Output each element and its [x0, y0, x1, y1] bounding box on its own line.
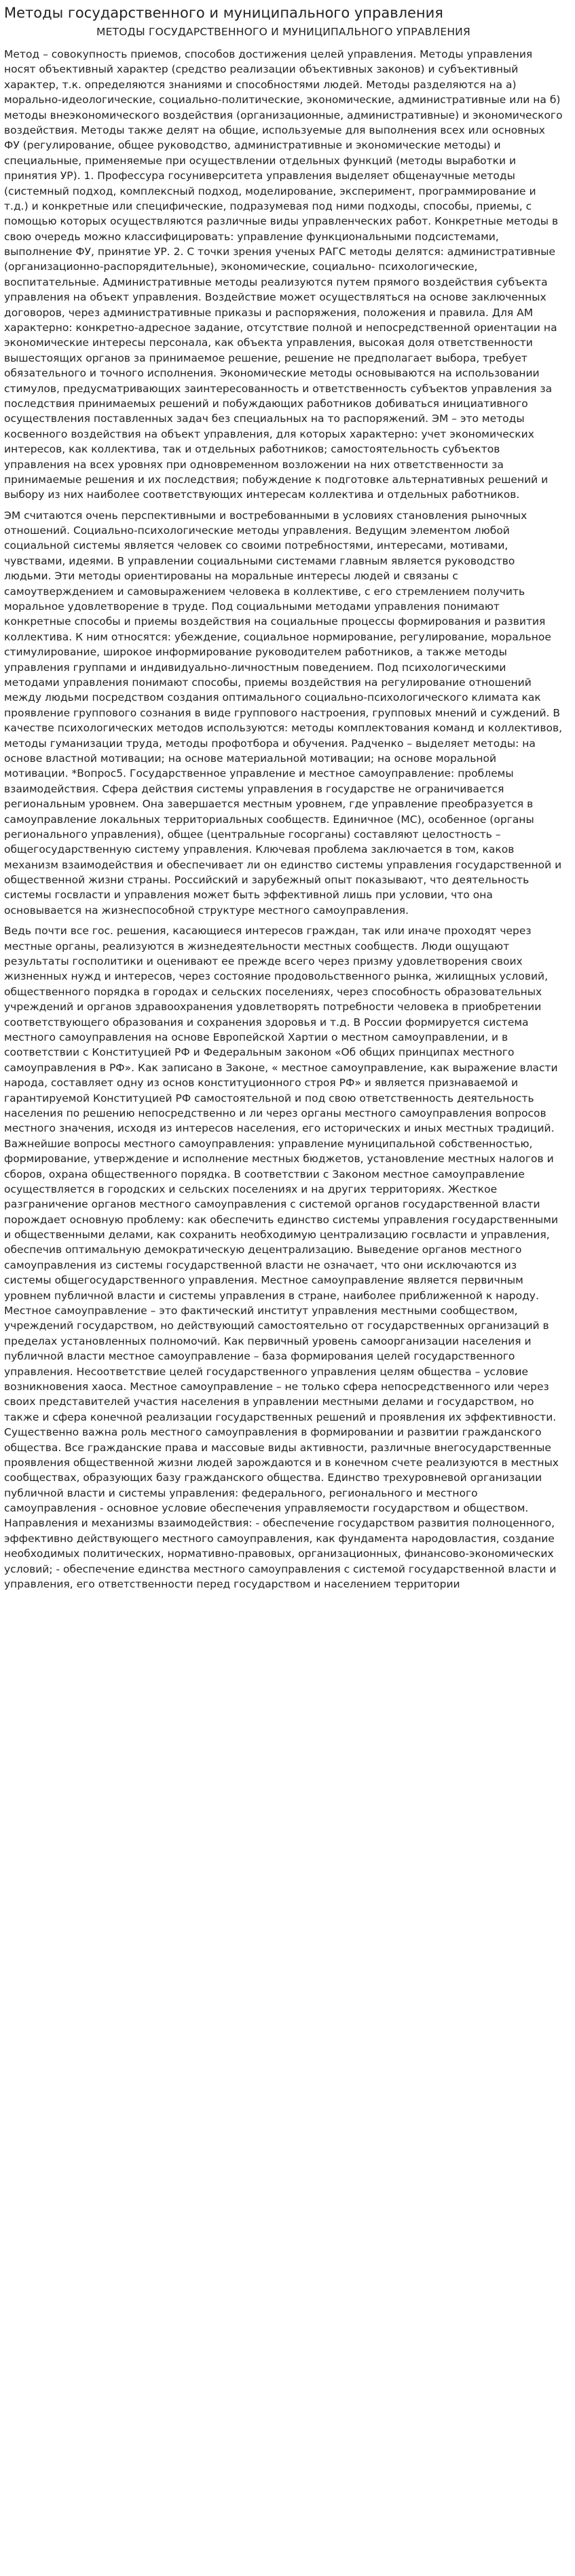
paragraph: Метод – совокупность приемов, способов достижения целей управления. Методы управления носят объективный характер (средство реализации объективных законов) и субъективный характер, т.к. определяются знаниями и способностями людей. Методы разделяются на а) морально-идеологические, социально-политические, экономические, административные или на б) методы внеэкономического воздействия (организационные, административные) и экономического воздействия. Методы также делят на общие, используемые для выполнения всех или основных ФУ (регулирование, общее руководство, административные и экономические методы) и специальные, применяемые при осуществлении отдельных функций (методы выработки и принятия УР). 1. Профессура госуниверситета управления выделяет общенаучные методы (системный подход, комплексный подход, моделирование, эксперимент, программирование и т.д.) и конкретные или специфические, подразумевая под ними подходы, способы, приемы, с помощью которых осуществляются различные виды управленческих работ. Конкретные методы в свою очередь можно классифицировать: управление функциональными подсистемами, выполнение ФУ, принятие УР. 2. С точки зрения ученых РАГС методы делятся: административные (организационно-распорядительные), экономические, социально- психологические, воспитательные. Административные методы реализуются путем прямого воздействия субъекта управления на объект управления. Воздействие может осуществляться на основе заключенных договоров, через административные приказы и распоряжения, положения и правила. Для АМ характерно: конкретно-адресное задание, отсутствие полной и непосредственной ориентации на экономические интересы персонала, как объекта управления, высокая доля ответственности вышестоящих органов за принимаемое решение, решение не предполагает выбора, требует обязательного и точного исполнения. Экономические методы основываются на использовании стимулов, предусматривающих заинтересованность и ответственность субъектов управления за последствия принимаемых решений и побуждающих работников добиваться инициативного осуществления поставленных задач без специальных на то распоряжений. ЭМ – это методы косвенного воздействия на объект управления, для которых характерно: учет экономических интересов, как коллектива, так и отдельных работников; самостоятельность субъектов управления на всех уровнях при одновременном возложении на них ответственности за принимаемые решения и их последствия; побуждение к подготовке альтернативных решений и выбору из них наиболее соответствующих интересам коллектива и отдельных работников. [4, 47, 563, 501]
paragraph: ЭМ считаются очень перспективными и востребованными в условиях становления рыночных отношений. Социально-психологические методы управления. Ведущим элементом любой социальной системы является человек со своими потребностями, интересами, мотивами, чувствами, идеями. В управлении социальными системами главным является руководство людьми. Эти методы ориентированы на моральные интересы людей и связаны с самоутверждением и самовыражением человека в коллективе, с его стремлением получить моральное удовлетворение в труде. Под социальными методами управления понимают конкретные способы и приемы воздействия на социальные процессы формирования и развития коллектива. К ним относятся: убеждение, социальное нормирование, регулирование, моральное стимулирование, широкое информирование руководителем работников, а также методы управления группами и индивидуально-личностным поведением. Под психологическими методами управления понимают способы, приемы воздействия на регулирование отношений между людьми посредством создания оптимального социально-психологического климата как проявление группового сознания в виде группового настроения, групповых мнений и суждений. В качестве психологических методов используются: методы комплектования команд и коллективов, методы гуманизации труда, методы профотбора и обучения. Радченко – выделяет методы: на основе властной мотивации; на основе материальной мотивации; на основе моральной мотивации. *Вопрос5. Государственное управление и местное самоуправление: проблемы взаимодействия. Сфера действия системы управления в государстве не ограничивается региональным уровнем. Она завершается местным уровнем, где управление преобразуется в самоуправление локальных территориальных сообществ. Единичное (МС), особенное (органы регионального управления), общее (центральные госорганы) составляют целостность – общегосударственную систему управления. Ключевая проблема заключается в том, каков механизм взаимодействия и обеспечивает ли он единство системы управления государственной и общественной жизни страны. Российский и зарубежный опыт показывают, что деятельность системы госвласти и управления может быть эффективной лишь при условии, что она основывается на жизнеспособной структуре местного самоуправления. [4, 509, 563, 917]
document-title: Методы государственного и муниципального управления [4, 5, 443, 21]
document-subtitle: МЕТОДЫ ГОСУДАРСТВЕННОГО И МУНИЦИПАЛЬНОГО УПРАВЛЕНИЯ [96, 26, 470, 39]
paragraph: Ведь почти все гос. решения, касающиеся интересов граждан, так или иначе проходят через местные органы, реализуются в жизнедеятельности местных сообществ. Люди ощущают результаты госполитики и оценивают ее прежде всего через призму удовлетворения своих жизненных нужд и интересов, через состояние продовольственного рынка, жилищных условий, общественного порядка в городах и сельских поселениях, через способность образовательных учреждений и органов здравоохранения удовлетворять потребности человека в приобретении соответствующего образования и сохранения здоровья и т.д. В России формируется система местного самоуправления на основе Европейской Хартии о местном самоуправлении, и в соответствии с Конституцией РФ и Федеральным законом «Об общих принципах местного самоуправления в РФ». Как записано в Законе, « местное самоуправление, как выражение власти народа, составляет одну из основ конституционного строя РФ» и является признаваемой и гарантируемой Конституцией РФ самостоятельной и под свою ответственность деятельность населения по решению непосредственно и ли через органы местного самоуправления вопросов местного значения, исходя из интересов населения, его исторических и иных местных традиций. Важнейшие вопросы местного самоуправления: управление муниципальной собственностью, формирование, утверждение и исполнение местных бюджетов, установление местных налогов и сборов, охрана общественного порядка. В соответствии с Законом местное самоуправление осуществляется в городских и сельских поселениях и на других территориях. Жесткое разграничение органов местного самоуправления с системой органов государственной власти порождает основную проблему: как обеспечить единство системы управления государственными и общественными делами, как сохранить необходимую централизацию госвласти и управления, обеспечив оптимальную демократическую децентрализацию. Выведение органов местного самоуправления из системы государственной власти не означает, что они исключаются из системы общегосударственного управления. Местное самоуправление является первичным уровнем публичной власти и системы управления в стране, наиболее приближенной к народу. Местное самоуправление – это фактический институт управления местными сообществом, учреждений государством, но действующий самостоятельно от государственных организаций в пределах установленных полномочий. Как первичный уровень самоорганизации населения и публичной власти местное самоуправление – база формирования целей государственного управления. Несоответствие целей государственного управления целям общества – условие возникновения хаоса. Местное самоуправление – не только сфера непосредственного или через своих представителей участия населения в управлении местными делами и государством, но также и сфера конечной реализации государственных решений и проявления их эффективности. Существенно важна роль местного самоуправления в формировании и развитии гражданского общества. Все гражданские права и массовые виды активности, различные внегосударственные проявления общественной жизни людей зарождаются и в конечном счете реализуются в местных сообществах, образующих базу гражданского общества. Единство трехуровневой организации публичной власти и системы управления: федерального, регионального и местного самоуправления - основное условие обеспечения управляемости государством и обществом. Направления и механизмы взаимодействия: - обеспечение государством развития полноценного, эффективно действующего местного самоуправления, как фундамента народовластия, создание необходимых политических, нормативно-правовых, организационных, финансово-экономических условий; - обеспечение единства местного самоуправления с системой государственной власти и управления, его ответственности перед государством и населением территории [4, 925, 559, 1591]
document-body [4, 47, 563, 1592]
